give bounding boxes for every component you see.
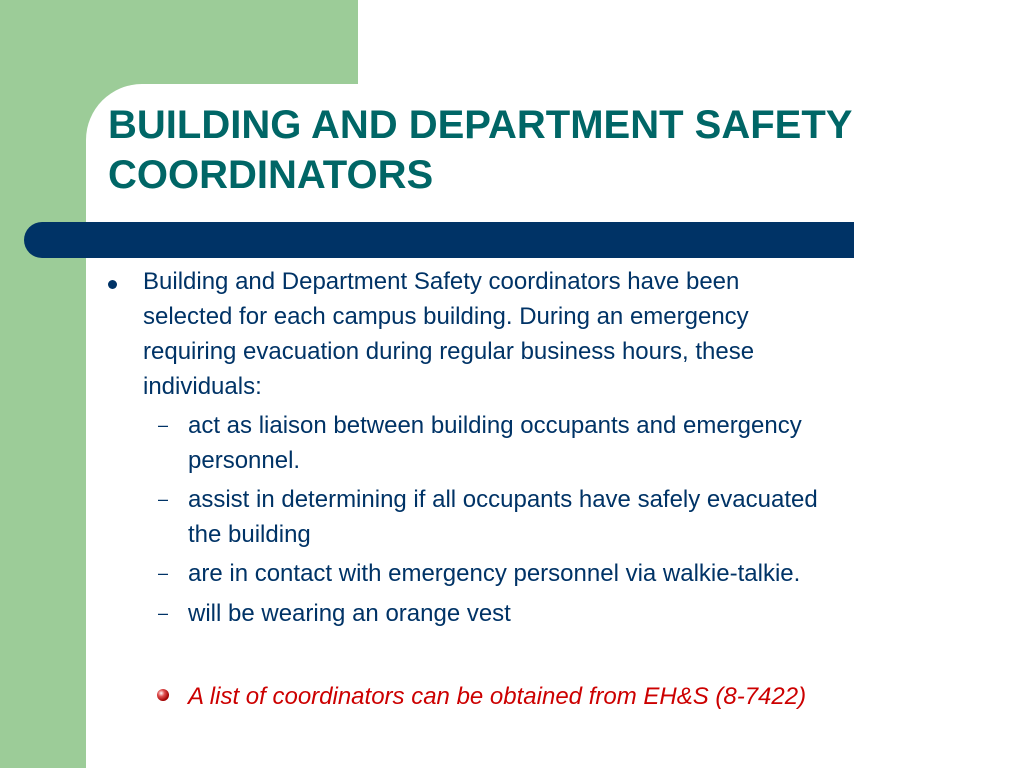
coordinator-list-note: A list of coordinators can be obtained from EH&S (8-7422) — [188, 683, 807, 710]
sub-bullet-line: are in contact with emergency personnel via walkie-talkie. — [188, 560, 801, 587]
bullet-dot-icon — [108, 280, 117, 289]
dash-bullet-icon: – — [158, 563, 169, 583]
sub-bullet-line: will be wearing an orange vest — [188, 600, 511, 627]
sub-bullet-item — [188, 482, 968, 552]
intro-line: Building and Department Safety coordinators have been — [143, 268, 740, 295]
dash-bullet-icon: – — [158, 415, 169, 435]
slide-title — [108, 100, 988, 200]
intro-line: selected for each campus building. During an emergency — [143, 303, 749, 330]
sub-bullet-item — [188, 556, 968, 591]
red-ball-bullet-icon — [157, 689, 169, 701]
title-underline-bar — [24, 222, 854, 258]
sub-bullet-line: act as liaison between building occupants and emergency — [188, 412, 802, 439]
dash-bullet-icon: – — [158, 603, 169, 623]
slide-title-line-2: COORDINATORS — [108, 153, 434, 197]
sub-bullet-item — [188, 408, 968, 478]
sub-bullet-line: personnel. — [188, 447, 301, 474]
intro-paragraph — [143, 264, 923, 404]
intro-line: individuals: — [143, 373, 262, 400]
intro-line: requiring evacuation during regular business hours, these — [143, 338, 755, 365]
sub-bullet-item — [188, 596, 968, 631]
slide-title-line-1: BUILDING AND DEPARTMENT SAFETY — [108, 103, 853, 147]
sub-bullet-line: assist in determining if all occupants have safely evacuated — [188, 486, 818, 513]
dash-bullet-icon: – — [158, 489, 169, 509]
sub-bullet-line: the building — [188, 521, 311, 548]
